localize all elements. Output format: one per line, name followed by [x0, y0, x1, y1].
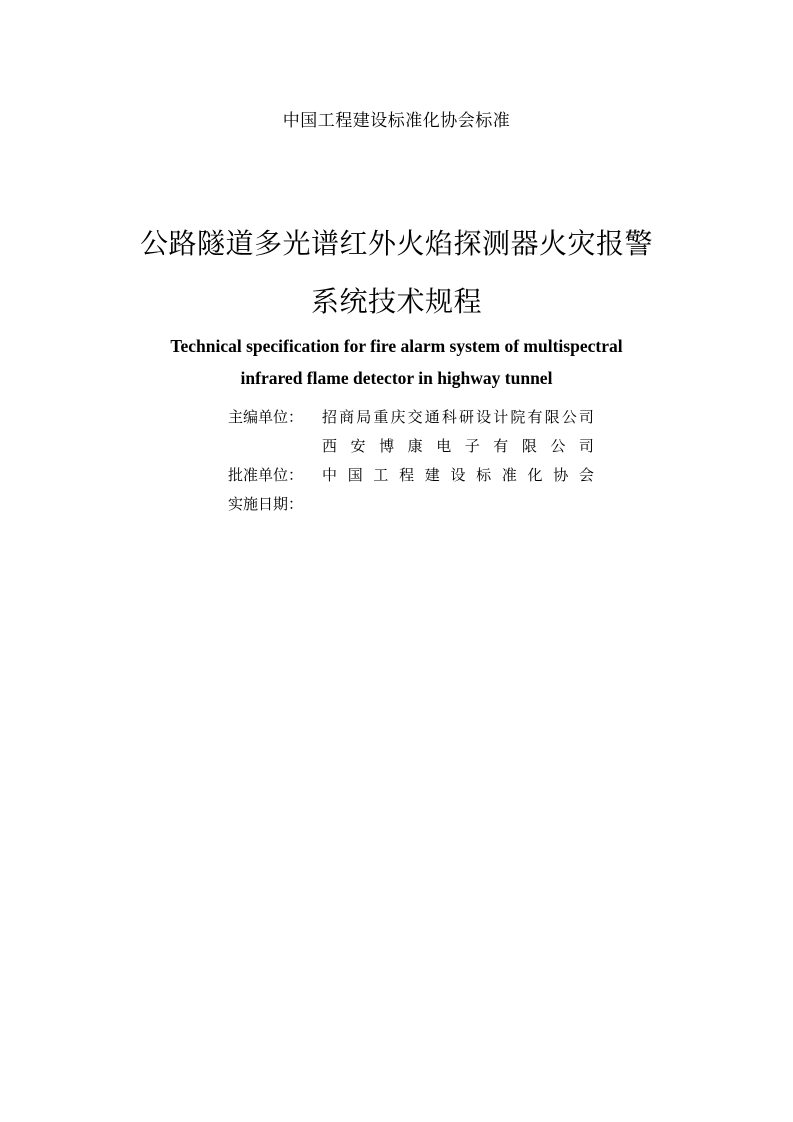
editor-label: 主编单位：	[228, 408, 304, 426]
title-chinese-line-2: 系统技术规程	[310, 285, 482, 318]
editor-org-2: 西 安 博 康 电 子 有 限 公 司	[322, 437, 594, 455]
standard-series: 中国工程建设标准化协会标准	[282, 111, 511, 131]
editor-org-1: 招 商 局 重 庆 交 通 科 研 设 计 院 有 限 公 司	[322, 408, 594, 426]
date-label: 实施日期：	[228, 495, 304, 513]
title-chinese-line-1: 公路隧道多光谱红外火焰探测器火灾报警	[139, 227, 653, 260]
approver-org: 中 国 工 程 建 设 标 准 化 协 会	[322, 466, 594, 484]
title-english-line-1: Technical specification for fire alarm system of multispectral	[170, 336, 623, 356]
approver-label: 批准单位：	[228, 466, 304, 484]
title-english-line-2: infrared flame detector in highway tunnel	[240, 368, 553, 388]
